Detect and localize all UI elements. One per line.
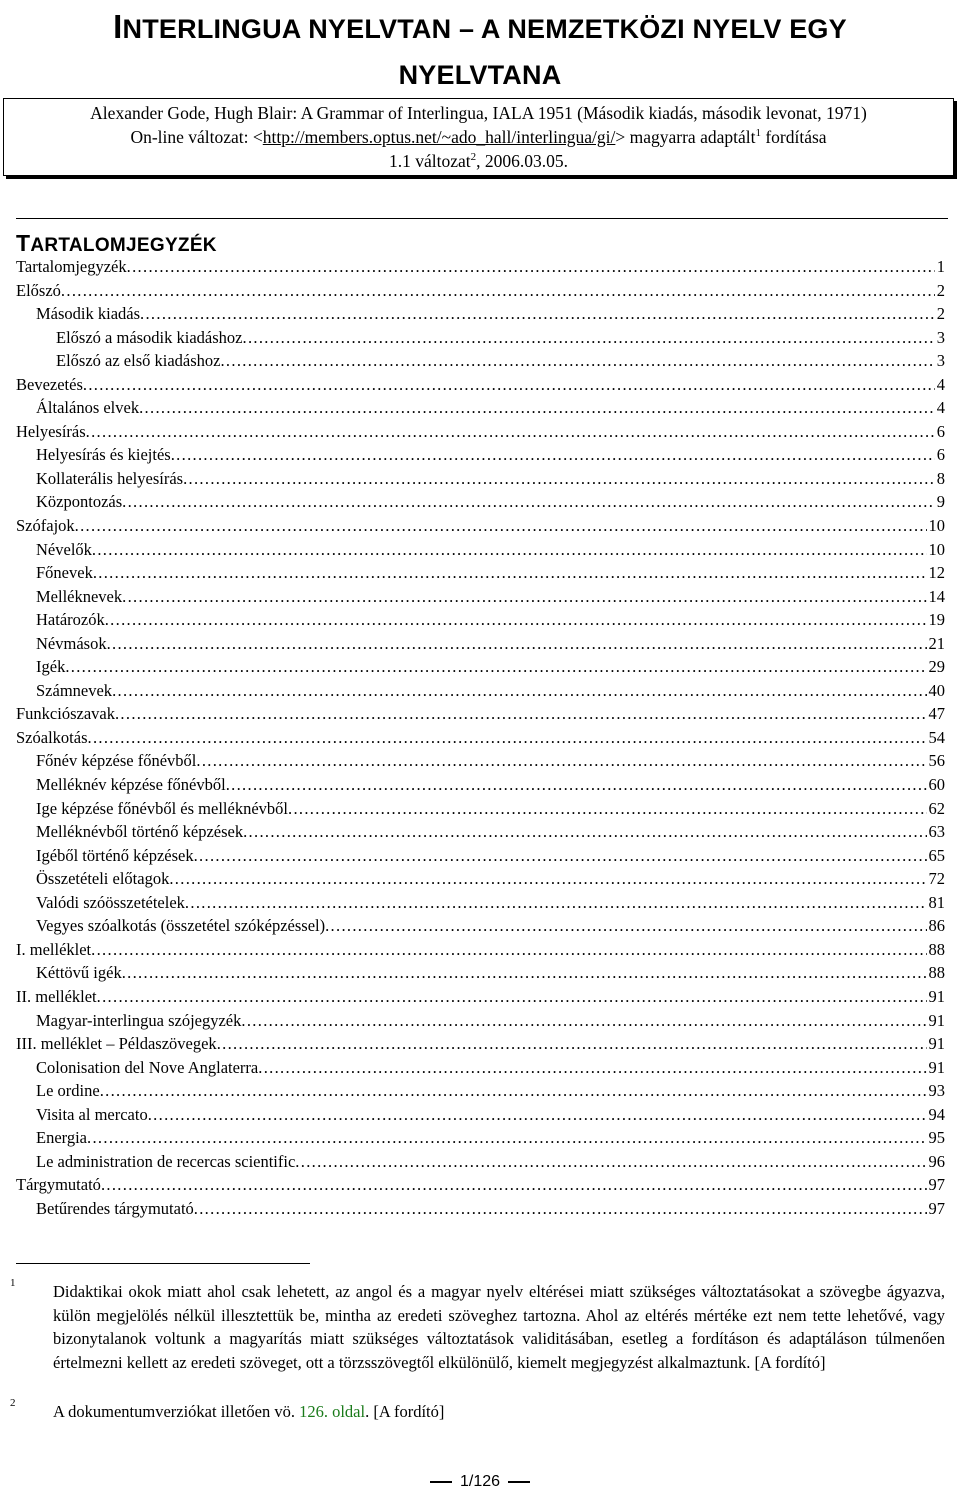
toc-entry[interactable] xyxy=(16,585,945,609)
toc-entry-page: 4 xyxy=(936,398,945,418)
toc-entry-label: Előszó xyxy=(16,280,61,300)
toc-dot-leader xyxy=(196,749,926,773)
toc-entry-page: 94 xyxy=(928,1104,945,1124)
toc-entry[interactable] xyxy=(16,867,945,891)
toc-dot-leader xyxy=(325,914,926,938)
toc-entry[interactable] xyxy=(16,326,945,350)
toc-entry[interactable] xyxy=(16,985,945,1009)
toc-entry-page: 3 xyxy=(936,327,945,347)
toc-entry-page: 81 xyxy=(928,892,945,912)
toc-dot-leader xyxy=(226,773,927,797)
toc-entry[interactable] xyxy=(16,1150,945,1174)
toc-entry-page: 1 xyxy=(936,257,945,276)
toc-entry-page: 65 xyxy=(928,845,945,865)
source-url-link[interactable]: http://members.optus.net/~ado_hall/interlingua/gi/ xyxy=(262,127,616,147)
toc-dot-leader xyxy=(115,702,927,726)
toc-entry-page: 2 xyxy=(936,304,945,324)
toc-entry-label: Visita al mercato xyxy=(36,1104,148,1124)
page-number: 1/126 xyxy=(459,1473,501,1490)
toc-entry[interactable] xyxy=(16,349,945,373)
toc-entry[interactable] xyxy=(16,302,945,326)
toc-entry-label: Általános elvek xyxy=(36,398,140,418)
info-line-2: On-line változat: <http://members.optus.net/~ado_hall/interlingua/gi/> magyarra adaptált$^1$ fordítása xyxy=(130,127,827,147)
toc-entry-page: 8 xyxy=(936,468,945,488)
toc-dot-leader xyxy=(92,538,927,562)
footnote-number: 1 xyxy=(10,1277,16,1289)
toc-entry[interactable] xyxy=(16,632,945,656)
toc-entry[interactable] xyxy=(16,1173,945,1197)
toc-dot-leader xyxy=(217,1032,927,1056)
source-info-box xyxy=(3,98,954,176)
toc-entry-label: Számnevek xyxy=(36,680,113,700)
toc-dot-leader xyxy=(241,1009,926,1033)
toc-entry-page: 88 xyxy=(928,963,945,983)
toc-entry-label: Valódi szóösszetételek xyxy=(36,892,185,912)
toc-dot-leader xyxy=(295,1150,926,1174)
page-footer xyxy=(0,1472,960,1492)
toc-entry-label: Igéből történő képzések xyxy=(36,845,194,865)
toc-entry-label: Le ordine xyxy=(36,1081,100,1101)
toc-entry[interactable] xyxy=(16,844,945,868)
toc-entry[interactable] xyxy=(16,797,945,821)
toc-entry[interactable] xyxy=(16,373,945,397)
toc-entry-label: Betűrendes tárgymutató xyxy=(36,1198,194,1218)
toc-entry-label: Ige képzése főnévből és melléknévből xyxy=(36,798,288,818)
toc-entry[interactable] xyxy=(16,773,945,797)
toc-dot-leader xyxy=(127,255,935,279)
footnote-text: Didaktikai okok miatt ahol csak lehetett, az angol és a magyar nyelv eltérései miatt szükséges változtatásokat a szövegbe ágyazva, külön megjelölés nélkül illesztettük be, mintha az eredeti szöveghez tartozna. Ahol az eltérés mértéke ezt nem tette lehetővé, vagy bizonytalanok voltunk a magyarítás miatt szükséges változtatások validitásában, esetleg a fordításon és adaptáláson túlmenően értelmezni kellett az eredeti szöveget, ott a törzsszövegtől elkülönülő, kiemelt megjegyzést alkalmaztunk. [A fordító] xyxy=(53,1282,945,1372)
toc-entry-page: 54 xyxy=(928,727,945,747)
toc-entry-label: Névmások xyxy=(36,633,107,653)
toc-entry-page: 40 xyxy=(928,680,945,700)
toc-entry-label: Második kiadás xyxy=(36,304,141,324)
toc-dot-leader xyxy=(243,326,935,350)
toc-dot-leader xyxy=(87,1126,926,1150)
toc-entry[interactable] xyxy=(16,820,945,844)
toc-entry-label: Igék xyxy=(36,657,66,677)
toc-entry-label: Magyar-interlingua szójegyzék xyxy=(36,1010,242,1030)
toc-entry-page: 10 xyxy=(928,516,945,536)
toc-entry[interactable] xyxy=(16,1056,945,1080)
toc-entry-page: 19 xyxy=(928,610,945,630)
toc-entry-label: Melléknevek xyxy=(36,586,123,606)
title-line-2: NYELVTANA xyxy=(398,60,562,90)
toc-entry-label: Vegyes szóalkotás (összetétel szóképzéssel) xyxy=(36,916,326,936)
toc-entry[interactable] xyxy=(16,467,945,491)
footnote-1 xyxy=(10,1277,945,1374)
toc-entry-label: Kollaterális helyesírás xyxy=(36,468,184,488)
toc-dot-leader xyxy=(107,632,927,656)
toc-dot-leader xyxy=(258,1056,926,1080)
toc-entry[interactable] xyxy=(16,726,945,750)
footer-dash-left xyxy=(430,1481,452,1483)
toc-entry-label: Határozók xyxy=(36,610,105,630)
toc-entry-label: Melléknévből történő képzések xyxy=(36,822,244,842)
toc-entry-page: 29 xyxy=(928,657,945,677)
toc-entry[interactable] xyxy=(16,514,945,538)
toc-entry-page: 14 xyxy=(928,586,945,606)
toc-entry-page: 96 xyxy=(928,1151,945,1171)
toc-entry-label: Főnevek xyxy=(36,563,93,583)
toc-dot-leader xyxy=(83,373,935,397)
toc-entry-label: Főnév képzése főnévből xyxy=(36,751,197,771)
toc-entry[interactable] xyxy=(16,679,945,703)
toc-entry-label: Colonisation del Nove Anglaterra xyxy=(36,1057,259,1077)
toc-entry-page: 63 xyxy=(928,822,945,842)
toc-entry-label: II. melléklet xyxy=(16,986,97,1006)
document-title xyxy=(0,4,960,98)
toc-entry[interactable] xyxy=(16,1032,945,1056)
toc-entry[interactable] xyxy=(16,255,945,279)
toc-entry[interactable] xyxy=(16,1126,945,1150)
toc-entry-page: 56 xyxy=(928,751,945,771)
toc-entry[interactable] xyxy=(16,443,945,467)
toc-entry-page: 91 xyxy=(928,1034,945,1054)
toc-dot-leader xyxy=(122,490,935,514)
toc-top-rule xyxy=(16,218,948,219)
toc-entry-page: 62 xyxy=(928,798,945,818)
toc-dot-leader xyxy=(185,891,927,915)
toc-entry-label: Kéttövű igék xyxy=(36,963,122,983)
footnote-text: A dokumentumverziókat illetően vö. 126. oldal. [A fordító] xyxy=(53,1402,445,1421)
toc-dot-leader xyxy=(183,467,935,491)
footnote-ref-2[interactable]: 2 xyxy=(470,151,477,164)
toc-entry-page: 93 xyxy=(928,1081,945,1101)
toc-entry[interactable] xyxy=(16,891,945,915)
toc-dot-leader xyxy=(97,985,927,1009)
toc-entry-page: 4 xyxy=(936,374,945,394)
toc-entry[interactable] xyxy=(16,279,945,303)
toc-entry-label: Szóalkotás xyxy=(16,727,88,747)
toc-entry[interactable] xyxy=(16,749,945,773)
toc-entry-label: Előszó a második kiadáshoz xyxy=(56,327,243,347)
toc-entry-page: 21 xyxy=(928,633,945,653)
toc-dot-leader xyxy=(88,726,927,750)
toc-dot-leader xyxy=(122,585,926,609)
toc-dot-leader xyxy=(61,279,935,303)
toc-dot-leader xyxy=(194,844,927,868)
title-initial: I xyxy=(113,8,123,45)
toc-entry-page: 95 xyxy=(928,1128,945,1148)
toc-entry-page: 91 xyxy=(928,1010,945,1030)
toc-dot-leader xyxy=(101,1173,927,1197)
footnote-separator xyxy=(16,1263,310,1264)
footnote-number: 2 xyxy=(10,1397,16,1409)
toc-entry-page: 60 xyxy=(928,775,945,795)
toc-entry-label: Előszó az első kiadáshoz xyxy=(56,351,221,371)
info-line-3: 1.1 változat$^2$, 2006.03.05. xyxy=(388,151,568,171)
toc-entry[interactable] xyxy=(16,938,945,962)
footnote-ref-1[interactable]: 1 xyxy=(755,127,761,140)
toc-entry-page: 12 xyxy=(928,563,945,583)
toc-dot-leader xyxy=(140,302,935,326)
toc-entry-page: 86 xyxy=(928,916,945,936)
toc-entry[interactable] xyxy=(16,655,945,679)
toc-entry-label: Energia xyxy=(36,1128,88,1148)
toc-entry-label: Tartalomjegyzék xyxy=(16,257,127,276)
toc-entry-label: Funkciószavak xyxy=(16,704,115,724)
toc-entry-label: Le administration de recercas scientific xyxy=(36,1151,296,1171)
toc-entry-page: 72 xyxy=(928,869,945,889)
toc-entry-page: 10 xyxy=(928,539,945,559)
toc-entry-label: Bevezetés xyxy=(16,374,83,394)
toc-entry-label: Névelők xyxy=(36,539,92,559)
toc-dot-leader xyxy=(112,679,926,703)
info-line-1: Alexander Gode, Hugh Blair: A Grammar of Interlingua, IALA 1951 (Második kiadás, második levonat, 1971) xyxy=(90,103,867,123)
toc-entry-label: Szófajok xyxy=(16,516,75,536)
toc-dot-leader xyxy=(169,867,926,891)
toc-dot-leader xyxy=(243,820,926,844)
toc-dot-leader xyxy=(194,1197,927,1221)
toc-entry[interactable] xyxy=(16,961,945,985)
toc-entry[interactable] xyxy=(16,702,945,726)
toc-entry[interactable] xyxy=(16,608,945,632)
title-line-1: NTERLINGUA NYELVTAN – A NEMZETKÖZI NYELV EGY xyxy=(122,14,847,44)
toc-entry[interactable] xyxy=(16,1009,945,1033)
toc-dot-leader xyxy=(86,420,935,444)
toc-entry[interactable] xyxy=(16,561,945,585)
toc-entry-page: 3 xyxy=(936,351,945,371)
toc-dot-leader xyxy=(65,655,926,679)
toc-entry-label: Helyesírás xyxy=(16,421,86,441)
toc-dot-leader xyxy=(139,396,935,420)
toc-dot-leader xyxy=(122,961,927,985)
toc-entry[interactable] xyxy=(16,420,945,444)
toc-entry-label: Melléknév képzése főnévből xyxy=(36,775,226,795)
toc-list xyxy=(16,255,945,1220)
toc-entry-page: 91 xyxy=(928,986,945,1006)
footnote-2 xyxy=(10,1397,945,1424)
toc-entry[interactable] xyxy=(16,1103,945,1127)
toc-entry-label: Összetételi előtagok xyxy=(36,869,170,889)
toc-entry-page: 91 xyxy=(928,1057,945,1077)
toc-dot-leader xyxy=(75,514,927,538)
toc-entry-page: 9 xyxy=(936,492,945,512)
toc-dot-leader xyxy=(220,349,934,373)
toc-entry-page: 6 xyxy=(936,421,945,441)
toc-dot-leader xyxy=(91,938,926,962)
toc-entry-label: III. melléklet – Példaszövegek xyxy=(16,1034,217,1054)
toc-entry[interactable] xyxy=(16,914,945,938)
footer-dash-right xyxy=(508,1481,530,1483)
toc-entry-page: 2 xyxy=(936,280,945,300)
toc-dot-leader xyxy=(288,797,927,821)
toc-entry-label: Tárgymutató xyxy=(16,1175,101,1195)
toc-entry-page: 97 xyxy=(928,1175,945,1195)
toc-entry-page: 47 xyxy=(928,704,945,724)
toc-heading: TARTALOMJEGYZÉK xyxy=(16,230,217,256)
toc-dot-leader xyxy=(171,443,935,467)
toc-entry[interactable] xyxy=(16,1197,945,1221)
toc-dot-leader xyxy=(93,561,927,585)
toc-entry[interactable] xyxy=(16,396,945,420)
toc-entry[interactable] xyxy=(16,490,945,514)
toc-entry-label: I. melléklet xyxy=(16,939,92,959)
toc-dot-leader xyxy=(100,1079,927,1103)
toc-dot-leader xyxy=(105,608,927,632)
toc-entry[interactable] xyxy=(16,538,945,562)
toc-dot-leader xyxy=(148,1103,927,1127)
toc-entry-page: 6 xyxy=(936,445,945,465)
toc-entry[interactable] xyxy=(16,1079,945,1103)
toc-entry-page: 88 xyxy=(928,939,945,959)
toc-entry-page: 97 xyxy=(928,1198,945,1218)
toc-entry-label: Központozás xyxy=(36,492,123,512)
toc-entry-label: Helyesírás és kiejtés xyxy=(36,445,171,465)
page-reference-link[interactable]: 126. oldal xyxy=(299,1402,366,1421)
